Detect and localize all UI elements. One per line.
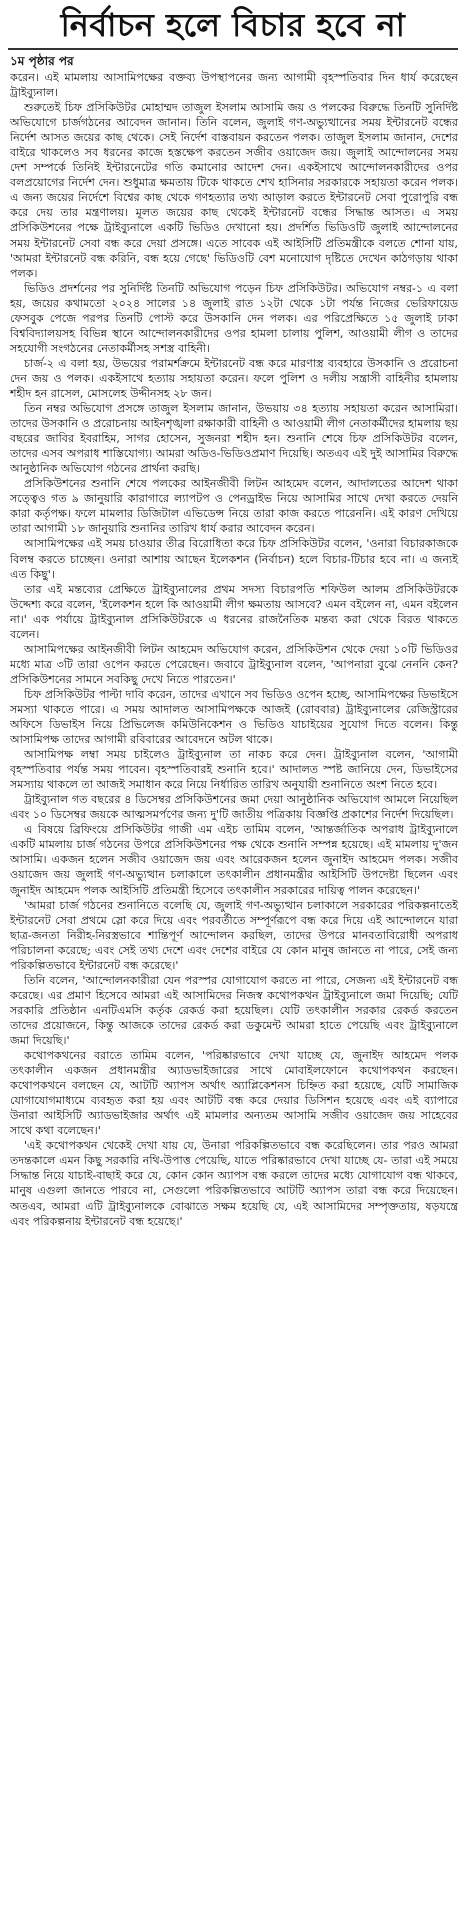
article-paragraph: ট্রাইব্যুনাল গত বছরের ৪ ডিসেম্বর প্রসিকিউশনের জমা দেয়া আনুষ্ঠানিক অভিযোগ আমলে নিয়েছিল এবং ১০ ডিসেম্বর জয়কে আত্মসমর্পণের জন্য দু'টি জাতীয় পত্রিকায় বিজ্ঞপ্তি প্রকাশের নির্দেশ দিয়েছিল। — [10, 793, 458, 822]
article-paragraph: তিন নম্বর অভিযোগ প্রসঙ্গে তাজুল ইসলাম জানান, উভয়ায় ৩৪ হত্যায় সহায়তা করেন আসামিরা। তাদের উসকানি ও প্ররোচনায় আইনশৃঙ্খলা রক্ষাকারী বাহিনী ও আওয়ামী লীগ নেতাকর্মীদের হামলায় ছয় বছরের জাবির ইবরাহিম, সাগর হোসেন, সুজনরা শহীদ হন। শুনানি শেষে চিফ প্রসিকিউটর বলেন, তাদের এসব অপরাধ শাস্তিযোগ্য। আমরা অডিও-ভিডিওপ্রমাণ দিয়েছি। অতএব এই দুই আসামির বিরুদ্ধে আনুষ্ঠানিক অভিযোগ গঠনের প্রার্থনা করছি। — [10, 402, 458, 476]
article-paragraph: করেন। এই মামলায় আসামিপক্ষের বক্তব্য উপস্থাপনের জন্য আগামী বৃহস্পতিবার দিন ধার্য করেছেন ট্রাইব্যুনাল। — [10, 71, 458, 100]
continued-from-label: ১ম পৃষ্ঠার পর — [10, 54, 74, 68]
article-paragraph: আসামিপক্ষের এই সময় চাওয়ার তীব্র বিরোধিতা করে চিফ প্রসিকিউটর বলেন, 'ওনারা বিচারকাজকে বিলম্ব করতে চাচ্ছেন। ওনারা আশায় আছেন ইলেকশন (নির্বাচন) হলে বিচার-টিচার হবে না। এ জন্যই এত কিছু'। — [10, 537, 458, 581]
article-paragraph: কথোপকথনের বরাতে তামিম বলেন, 'পরিষ্কারভাবে দেখা যাচ্ছে যে, জুনাইদ আহমেদ পলক তৎকালীন একজন প্রধানমন্ত্রীর অ্যাডভাইজারের সাথে মোবাইলফোনে কথোপকথন করছেন। কথোপকথনে বলছেন যে, আটটি অ্যাপস অর্থাৎ অ্যাপ্লিকেশনস চিহ্নিত করা হয়েছে, যেটি সামাজিক যোগাযোগমাধ্যমে ব্যবহৃত করা হয় এবং আটটি বন্ধ করে দেয়ার ডিসিশন হয়েছে এবং এই ব্যাপারে উনারা আইসিটি অ্যাডভাইজার অর্থাৎ এই মামলার অন্যতম আসামি সজীব ওয়াজেদ জয় সাহেবের সাথে কথা বলেছেন।' — [10, 1049, 458, 1138]
article-body — [0, 70, 466, 1229]
article-paragraph: চার্জ-২ এ বলা হয়, উভয়ের পরামর্শক্রমে ইন্টারনেট বন্ধ করে মারণাস্ত্র ব্যবহারে উসকানি ও প্ররোচনা দেন জয় ও পলক। একইসাথে হত্যায় সহায়তা করেন। ফলে পুলিশ ও দলীয় সন্ত্রাসী বাহিনীর হামলায় শহীদ হন রাসেল, মোসলেহ উদ্দীনসহ ২৮ জন। — [10, 356, 458, 400]
article-paragraph: এ বিষয়ে ব্রিফিংয়ে প্রসিকিউটর গাজী এম এইচ তামিম বলেন, 'আন্তর্জাতিক অপরাধ ট্রাইব্যুনালে একটি মামলায় চার্জ গঠনের উপরে প্রসিকিউশনের পক্ষ থেকে শুনানি সম্পন্ন হয়েছে। এই মামলায় দু'জন আসামি। একজন হলেন সজীব ওয়াজেদ জয় এবং আরেকজন হলেন জুনাইদ আহমেদ পলক। সজীব ওয়াজেদ জয় জুলাই গণ-অভ্যুত্থান চলাকালে তৎকালীন প্রধানমন্ত্রীর আইসিটি উপদেষ্টা ছিলেন এবং জুনাইদ আহমেদ পলক আইসিটি প্রতিমন্ত্রী হিসেবে তৎকালীন সরকারের দায়িত্ব পালন করেছেন।' — [10, 823, 458, 897]
news-clipping — [0, 2, 466, 1922]
article-paragraph: তার এই মন্তব্যের প্রেক্ষিতে ট্রাইব্যুনালের প্রথম সদস্য বিচারপতি শফিউল আলম প্রসিকিউটরকে উদ্দেশ্য করে বলেন, 'ইলেকশন হলে কি আওয়ামী লীগ ক্ষমতায় আসবে? এমন বইলেন না, এমন বইলেন না।' এক পর্যায়ে ট্রাইব্যুনাল প্রসিকিউটরকে এ ধরনের রাজনৈতিক মন্তব্য করা থেকে বিরত থাকতে বলেন। — [10, 582, 458, 641]
article-paragraph: তিনি বলেন, 'আন্দোলনকারীরা যেন পরস্পর যোগাযোগ করতে না পারে, সেজন্য এই ইন্টারনেট বন্ধ করেছে। এর প্রমাণ হিসেবে আমরা এই আসামিদের নিজস্ব কথোপকথন ট্রাইব্যুনালে জমা দিয়েছি; যেটি সরকারি প্রতিষ্ঠান এনটিএমসি কর্তৃক রেকর্ড করা হয়েছিল। যেটি তৎকালীন সরকার রেকর্ড করতেন তাদের প্রয়োজনে, কিন্তু আজকে তাদের রেকর্ড করা ডকুমেন্ট আমরা হাতে পেয়েছি এবং ট্রাইব্যুনালে জমা দিয়েছি।' — [10, 973, 458, 1047]
article-paragraph: প্রসিকিউশনের শুনানি শেষে পলকের আইনজীবী লিটন আহমেদ বলেন, আদালতের আদেশ থাকা সত্ত্বেও গত ৯ জানুয়ারি কারাগারে ল্যাপটপ ও পেনড্রাইভ নিয়ে আসামির সাথে দেখা করতে দেয়নি কারা কর্তৃপক্ষ। ফলে মামলার ডিজিটাল এভিডেন্স নিয়ে তারা কাজ করতে পারেননি। এই কারণ দেখিয়ে তারা আগামী ১৮ জানুয়ারি শুনানির তারিখ ধার্য করার আবেদন করেন। — [10, 477, 458, 536]
article-paragraph: 'আমরা চার্জ গঠনের শুনানিতে বলেছি যে, জুলাই গণ-অভ্যুত্থান চলাকালে সরকারের পরিকল্পনাতেই ইন্টারনেট সেবা প্রথমে স্লো করে দিয়ে এবং পরবর্তীতে সম্পূর্ণরূপে বন্ধ করে দিয়ে এই আন্দোলনে যারা ছাত্র-জনতা নিরীহ-নিরস্ত্রভাবে শান্তিপূর্ণ আন্দোলন করছিল, তাদের উপরে মানবতাবিরোধী অপরাধ পরিচালনা করেছে; এবং সেই তথ্য দেশে এবং দেশের বাইরে যে কোন মানুষ জানতে না পারে, সেই জন্য পরিকল্পিতভাবে ইন্টারনেট বন্ধ করেছে।' — [10, 898, 458, 972]
article-paragraph: আসামিপক্ষ লম্বা সময় চাইলেও ট্রাইব্যুনাল তা নাকচ করে দেন। ট্রাইব্যুনাল বলেন, 'আগামী বৃহস্পতিবার পর্যন্ত সময় পাবেন। বৃহস্পতিবারই শুনানি হবে।' আদালত স্পষ্ট জানিয়ে দেন, ডিভাইসের সমস্যায় থাকলে তা আজই সমাধান করে নিয়ে নির্ধারিত তারিখ অনুযায়ী শুনানিতে অংশ নিতে হবে। — [10, 748, 458, 792]
article-paragraph: শুরুতেই চিফ প্রসিকিউটর মোহাম্মদ তাজুল ইসলাম আসামি জয় ও পলকের বিরুদ্ধে তিনটি সুনির্দিষ্ট অভিযোগে চার্জগঠনের আবেদন জানান। তিনি বলেন, জুলাই গণ-অভ্যুত্থানের সময় ইন্টারনেট বন্ধের নির্দেশ আসত জয়ের কাছ থেকে। সেই নির্দেশ বাস্তবায়ন করতেন পলক। তাজুল ইসলাম জানান, দেশের বাইরে থাকলেও সব ধরনের কাজে হস্তক্ষেপ করতেন সজীব ওয়াজেদ জয়। জুলাই আন্দোলনের সময় দেশ সম্পর্কে তিনিই ইন্টারনেটের গতি কমানোর আদেশ দেন। একইসাথে আন্দোলনকারীদের ওপর বলপ্রয়োগের নির্দেশ দেন। শুধুমাত্র ক্ষমতায় টিকে থাকতে শেখ হাসিনার সরকারকে সহায়তা করেন পলক। এ জন্য জয়ের নির্দেশে বিশ্বের কাছ থেকে গণহত্যার তথ্য আড়াল করতে ইন্টারনেট সেবা পুরোপুরি বন্ধ করে দেয় তার মন্ত্রণালয়। মূলত জয়ের কাছ থেকেই ইন্টারনেট বন্ধের সিদ্ধান্ত আসত। এ সময় প্রসিকিউশনের পক্ষে ট্রাইব্যুনালে একটি ভিডিও দেখানো হয়। প্রদর্শিত ভিডিওটি জুলাই আন্দোলনের সময় ইন্টারনেট সেবা বন্ধ করে দেয়া প্রসঙ্গে। এতে সাবেক এই আইসিটি প্রতিমন্ত্রীকে বলতে শোনা যায়, 'আমরা ইন্টারনেট বন্ধ করিনি, বন্ধ হয়ে গেছে' ভিডিওটি বেশ মনোযোগ দৃষ্টিতে দেখেন কাঠগড়ায় থাকা পলক। — [10, 101, 458, 280]
headline: নির্বাচন হলে বিচার হবে না — [60, 6, 406, 44]
article-paragraph: 'এই কথোপকথন থেকেই দেখা যায় যে, উনারা পরিকল্পিতভাবে বন্ধ করেছিলেন। তার পরও আমরা তদন্তকালে এমন কিছু সরকারি নথি-উপাত্ত পেয়েছি, যাতে পরিষ্কারভাবে দেখা যাচ্ছে যে- তারা এই সময়ে সিদ্ধান্ত নিয়ে যাচাই-বাছাই করে যে, কোন কোন অ্যাপস বন্ধ করলে তাদের মধ্যে যোগাযোগ বন্ধ থাকবে, মানুষ এগুলা জানতে পারবে না, সেগুলো পরিকল্পিতভাবে আটটি অ্যাপস তারা বন্ধ করে দিয়েছেন। অতএব, আমরা এটি ট্রাইব্যুনালকে বোঝাতে সক্ষম হয়েছি যে, এই আসামিদের সম্পৃক্ততায়, ষড়যন্ত্রে এবং পরিকল্পনায় ইন্টারনেট বন্ধ হয়েছে।' — [10, 1139, 458, 1228]
article-paragraph: ভিডিও প্রদর্শনের পর সুনির্দিষ্ট তিনটি অভিযোগ পড়েন চিফ প্রসিকিউটর। অভিযোগ নম্বর-১ এ বলা হয়, জয়ের কথামতো ২০২৪ সালের ১৪ জুলাই রাত ১২টা থেকে ১টা পর্যন্ত নিজের ভেরিফায়েড ফেসবুক পেজে পরপর তিনটি পোস্ট করে উসকানি দেন পলক। এর পরিপ্রেক্ষিতে ১৫ জুলাই ঢাকা বিশ্ববিদ্যালয়সহ বিভিন্ন স্থানে আন্দোলনকারীদের ওপর হামলা চালায় পুলিশ, আওয়ামী লীগ ও তাদের সহযোগী সংগঠনের নেতাকর্মীসহ সশস্ত্র বাহিনী। — [10, 281, 458, 355]
article-paragraph: চিফ প্রসিকিউটর পাল্টা দাবি করেন, তাদের এখানে সব ভিডিও ওপেন হচ্ছে, আসামিপক্ষের ডিভাইসে সমস্যা থাকতে পারে। এ সময় আদালত আসামিপক্ষকে আজই (রোববার) ট্রাইব্যুনালের রেজিস্ট্রারের অফিসে ডিভাইস নিয়ে প্রিভিলেজ কমিউনিকেশন ও ভিডিও যাচাইয়ের সুযোগ দিতে বলেন। কিন্তু আসামিপক্ষ তাদের আগামী রবিবারের আবেদনে অটল থাকে। — [10, 687, 458, 747]
article-paragraph: আসামিপক্ষের আইনজীবী লিটন আহমেদ অভিযোগ করেন, প্রসিকিউশন থেকে দেয়া ১০টি ভিডিওর মধ্যে মাত্র ৩টি তারা ওপেন করতে পেরেছেন। জবাবে ট্রাইব্যুনাল বলেন, 'আপনারা বুঝে নেননি কেন? প্রসিকিউশনের সামনে সবকিছু দেখে নিতে পারতেন।' — [10, 642, 458, 686]
